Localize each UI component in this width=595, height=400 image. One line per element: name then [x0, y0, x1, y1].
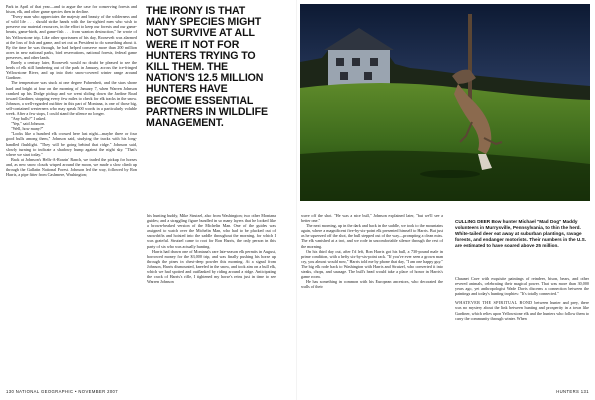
- paragraph: Barely a century later, Roosevelt would no doubt be pleased to see the herds of elk still lumbering out of the park in January, across the ice-fringed Yellowstone River, and up into their snow-covered winter range around Gardiner.: [6, 60, 137, 81]
- body-column-1: [6, 4, 137, 177]
- page-gutter: [296, 0, 297, 400]
- paragraph: Chaunet Cave with exquisite paintings of reindeer, bison, bears, and other revered animals, celebrating their magical power. That was more than 30,000 years ago, yet anthropologist Wade Davis discerns a connection between the paintings and today's hunting trophies: "It's totally connected.": [455, 276, 589, 297]
- paragraph: his hunting buddy, Mike Strutzel, also from Washington; two other Montana guides; and a straggling figure bundled in so many layers that he looked like a brown-beaked version of the Michelin Man. One of the guides was assigned to watch over the Michelin Man, who had to be plucked out of snowdrifts and hoisted into the saddle throughout the morning, for which I was grateful. Strutzel came to root for Ron Harris, the only person in this party of six who was actually hunting.: [147, 213, 276, 249]
- paragraph: Park in April of that year—and to argue the case for conserving forests and bison, elk, and other game species then in decline.: [6, 4, 137, 15]
- paragraph: [455, 300, 589, 320]
- section-text: between hunter and prey, there was no mystery about the link between hunting and prosperity in a town like Gardiner, which relies upon Yellowstone elk and the hunters who follow them to carry the community through winter. When: [455, 300, 589, 321]
- paragraph: "Well, how many?": [11, 126, 44, 132]
- paragraph: wave off the shot. "He was a nice bull," Johnson explained later, "but we'll see a better one.": [301, 213, 443, 224]
- paragraph: "Yep," said Johnson.: [11, 121, 46, 127]
- body-column-4: [455, 276, 589, 321]
- section-lead: WHATEVER THE SPIRITUAL BOND: [455, 300, 533, 306]
- pull-quote: THE IRONY IS THAT MANY SPECIES MIGHT NOT SURVIVE AT ALL WERE IT NOT FOR HUNTERS TRYING TO KILL THEM. THE NATION'S 12.5 MILLION HUNTERS HAVE BECOME ESSENTIAL PARTNERS IN WILDLIFE MANAGEMENT.: [146, 5, 268, 130]
- photo-caption: [455, 219, 589, 249]
- folio-right: HUNTERS 131: [556, 389, 589, 394]
- paragraph: Harris had drawn one of Montana's rare late-season elk permits in August, borrowed money for the $3,000 trip, and was finally pushing his horse up through the pines in chest-deep powder this morning. At a signal from Johnson, Harris dismounted, kneeled in the snow, and took aim on a bull elk, which we had spotted and outflanked by riding around a ridge. Anticipating the crack of Harris's rifle, I tightened my horse's reins just in time to see Warren Johnson: [147, 248, 276, 285]
- paragraph: "Looks like a hundred elk crossed here last night—maybe three or four good bulls among them," Johnson said, studying the tracks with his long-handled flashlight. "They will be going behind that ridge." Johnson said, slowly turning to indicate a shadowy hump against the night sky. "That's where we start today.": [6, 131, 137, 157]
- paragraph: He has something in common with his European ancestors, who decorated the walls of their: [301, 279, 443, 290]
- paragraph: "Every man who appreciates the majesty and beauty of the wilderness and of wild life . . . should strike hands with the far-sighted men who wish to preserve our material resources, in the effort to keep our forests and our game-beasts, game-birds, and game-fish . . . from wanton destruction," he wrote of his Yellowstone trip. Like other sportsmen of his day, Roosevelt was alarmed at the loss of fish and game, and set out as President to do something about it. By the time he was through, he had helped conserve more than 200 million acres in new national parks, bird reservations, national forests, federal game preserves, and other lands.: [6, 14, 137, 60]
- paragraph: The next morning, up in the dark and back in the saddle, we took to the mountains again, where a magnificent five-by-six-point elk presented himself to Harris. But just as he squeezed off the shot, the bull stepped out of the way—prompting a clean miss. The elk vanished at a trot, and we rode in uncomfortable silence through the rest of the morning.: [301, 223, 443, 249]
- paragraph: Back at Johnson's Hells-A-Roarin' Ranch, we traded the pickup for horses and, as new snow clouds wisped around the moon, we made a slow climb up through the Gallatin National Forest. Johnson led the way, followed by Ron Harris, a pipe fitter from Cashmere, Washington;: [6, 156, 137, 178]
- caption-head: CULLING DEER: [455, 219, 491, 224]
- folio-left: 130 NATIONAL GEOGRAPHIC • NOVEMBER 2007: [6, 389, 119, 394]
- body-column-3: [301, 213, 443, 289]
- paragraph: "Any bulls?" I asked.: [11, 116, 47, 122]
- body-column-2: [147, 213, 276, 284]
- caption-body: Bow hunter Michael "Mad Dog" Maddy volunteers in Murrysville, Pennsylvania, to thin the herd. White-tailed deer eat away at suburban plantings, ravage forests, and endanger motorists. Their numbers in the U.S. are estimated to have soared above 25 million.: [455, 219, 587, 248]
- paragraph: The temperature was stuck at one degree Fahrenheit, and the stars shone hard and bright at four on the morning of January 7, when Warren Johnson cranked up his Dodge pickup and we went sliding down the Jardine Road toward Gardiner, stopping every few miles to check for elk tracks in the snow. Johnson, a well-regarded outfitter in this part of Montana, is one of those big, self-contained westerners who may speak 500 words in a particularly voluble week. After a few stops, I could stand the silence no longer.: [6, 80, 137, 116]
- deer-photo-illustration: [300, 4, 590, 201]
- paragraph: On his third day out, after I'd left, Ron Harris got his bull, a 730-pound male in prime condition, with a hefty six-by-six-point rack. "If you've ever seen a grown man cry, you almost would now," Harris told me by phone that day, "I am one happy guy." The big elk rode back to Washington with Harris and Strutzel, who converted it into steaks, chops, and sausage. The bull's head would take a place of honor in Harris's game room.: [301, 248, 443, 280]
- deer-photo: [300, 4, 590, 201]
